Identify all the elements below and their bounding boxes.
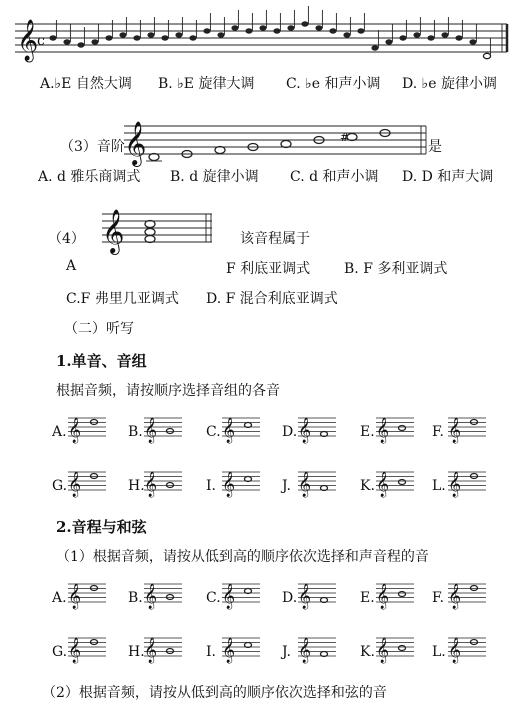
q4-option-c[interactable]: C.F 弗里几亚调式: [66, 291, 179, 307]
treble-clef-icon: 𝄞: [68, 584, 82, 609]
mini-staff[interactable]: [144, 578, 184, 610]
answer-option-p1b-5[interactable]: L.: [432, 478, 446, 494]
quarter-note-icon: [385, 39, 392, 44]
q3-prefix: （3）音阶: [60, 139, 125, 155]
quarter-note-icon: [315, 25, 322, 30]
whole-note-icon: [399, 480, 406, 485]
treble-clef-icon: 𝄞: [144, 584, 158, 609]
mini-staff[interactable]: [448, 412, 488, 444]
whole-note-icon: [167, 429, 174, 434]
whole-note-icon: [91, 420, 98, 425]
treble-clef-icon: 𝄞: [222, 472, 236, 497]
mini-staff[interactable]: [376, 578, 416, 610]
answer-option-p1b-4[interactable]: K.: [360, 478, 375, 494]
whole-note-icon: [145, 236, 155, 243]
quarter-note-icon: [175, 32, 182, 37]
answer-option-p1a-5[interactable]: F.: [432, 424, 444, 440]
quarter-note-icon: [399, 35, 406, 40]
q3-option-d[interactable]: D. D 和声大调: [402, 169, 494, 185]
mini-staff[interactable]: [144, 632, 184, 664]
mini-staff[interactable]: [376, 466, 416, 498]
answer-option-p2a-0[interactable]: A.: [52, 590, 67, 606]
answer-option-p1b-0[interactable]: G.: [52, 478, 68, 494]
q4-interval-staff: [102, 208, 214, 253]
whole-note-icon: [145, 229, 155, 236]
mini-staff[interactable]: [68, 578, 108, 610]
answer-option-p2a-2[interactable]: C.: [206, 590, 221, 606]
whole-note-icon: [91, 640, 98, 645]
q3-option-c[interactable]: C. d 和声小调: [290, 169, 379, 185]
whole-note-icon: [91, 474, 98, 479]
quarter-note-icon: [105, 35, 112, 40]
treble-clef-icon: 𝄞: [298, 418, 312, 443]
answer-option-p1b-1[interactable]: H.: [128, 478, 145, 494]
answer-option-p1a-4[interactable]: E.: [360, 424, 375, 440]
q4-option-d[interactable]: D. F 混合利底亚调式: [206, 291, 338, 307]
answer-option-p1b-3[interactable]: J.: [282, 478, 291, 494]
answer-option-p1a-2[interactable]: C.: [206, 424, 221, 440]
q4-suffix: 该音程属于: [240, 231, 310, 247]
mini-staff[interactable]: [448, 578, 488, 610]
whole-note-icon: [167, 483, 174, 488]
answer-option-p2b-4[interactable]: K.: [360, 644, 375, 660]
mini-staff[interactable]: [376, 632, 416, 664]
treble-clef-icon: 𝄞: [17, 20, 39, 61]
quarter-note-icon: [203, 28, 210, 33]
answer-option-p2b-5[interactable]: L.: [432, 644, 446, 660]
mini-staff[interactable]: [68, 412, 108, 444]
quarter-note-icon: [189, 35, 196, 40]
treble-clef-icon: 𝄞: [448, 638, 462, 663]
quarter-note-icon: [343, 32, 350, 37]
treble-clef-icon: 𝄞: [448, 472, 462, 497]
quarter-note-icon: [231, 25, 238, 30]
quarter-note-icon: [161, 35, 168, 40]
whole-note-icon: [471, 420, 478, 425]
quarter-note-icon: [413, 32, 420, 37]
mini-staff[interactable]: [68, 632, 108, 664]
treble-clef-icon: 𝄞: [448, 418, 462, 443]
melody-staff: [15, 18, 510, 63]
treble-clef-icon: 𝄞: [298, 584, 312, 609]
whole-note-icon: [215, 147, 225, 154]
treble-clef-icon: 𝄞: [68, 472, 82, 497]
quarter-note-icon: [441, 32, 448, 37]
treble-clef-icon: 𝄞: [222, 418, 236, 443]
quarter-note-icon: [329, 28, 336, 33]
whole-note-icon: [281, 141, 291, 148]
q3-scale-staff: [124, 120, 429, 165]
mini-staff[interactable]: [376, 412, 416, 444]
quarter-note-icon: [259, 25, 266, 30]
answer-option-p1b-2[interactable]: I.: [206, 478, 216, 494]
treble-clef-icon: 𝄞: [298, 472, 312, 497]
treble-clef-icon: 𝄞: [298, 638, 312, 663]
mini-staff[interactable]: [222, 632, 262, 664]
quarter-note-icon: [119, 32, 126, 37]
quarter-note-icon: [301, 21, 308, 26]
mini-staff[interactable]: [298, 412, 338, 444]
answer-option-p1a-3[interactable]: D.: [282, 424, 298, 440]
whole-note-icon: [167, 649, 174, 654]
mini-staff[interactable]: [298, 632, 338, 664]
answer-option-p2a-4[interactable]: E.: [360, 590, 375, 606]
answer-option-p2b-1[interactable]: H.: [128, 644, 145, 660]
q3-option-b[interactable]: B. d 旋律小调: [170, 169, 259, 185]
mini-staff[interactable]: [298, 578, 338, 610]
quarter-note-icon: [133, 35, 140, 40]
treble-clef-icon: 𝄞: [448, 584, 462, 609]
mini-staff[interactable]: [144, 466, 184, 498]
q2-option-a[interactable]: A.♭E 自然大调: [40, 76, 132, 92]
whole-note-icon: [145, 221, 155, 228]
mini-staff[interactable]: [298, 466, 338, 498]
whole-note-icon: [471, 640, 478, 645]
quarter-note-icon: [217, 32, 224, 37]
mini-staff[interactable]: [448, 632, 488, 664]
treble-clef-icon: 𝄞: [124, 121, 147, 165]
sharp-icon: #: [340, 131, 350, 144]
mini-staff[interactable]: [68, 466, 108, 498]
section-title: （二）听写: [64, 321, 134, 337]
quarter-note-icon: [245, 28, 252, 33]
quarter-note-icon: [147, 32, 154, 37]
treble-clef-icon: 𝄞: [222, 584, 236, 609]
answer-option-p2b-2[interactable]: I.: [206, 644, 216, 660]
whole-note-icon: [149, 154, 159, 161]
answer-option-p2a-5[interactable]: F.: [432, 590, 444, 606]
q2-option-c[interactable]: C. ♭e 和声小调: [286, 76, 381, 92]
part2-title: 2.音程与和弦: [56, 518, 147, 536]
q4-prefix: （4）: [48, 231, 85, 247]
treble-clef-icon: 𝄞: [144, 638, 158, 663]
treble-clef-icon: 𝄞: [376, 418, 390, 443]
mini-staff[interactable]: [222, 578, 262, 610]
q3-option-a[interactable]: A. d 雅乐商调式: [38, 169, 141, 185]
svg-text:c: c: [37, 33, 45, 49]
answer-option-p2a-1[interactable]: B.: [128, 590, 143, 606]
answer-option-p2b-0[interactable]: G.: [52, 644, 68, 660]
mini-staff[interactable]: [448, 466, 488, 498]
quarter-note-icon: [371, 45, 378, 50]
whole-note-icon: [91, 586, 98, 591]
part1-instruction: 根据音频，请按顺序选择音组的各音: [56, 383, 280, 399]
quarter-note-icon: [427, 35, 434, 40]
treble-clef-icon: 𝄞: [222, 638, 236, 663]
treble-clef-icon: 𝄞: [68, 418, 82, 443]
mini-staff[interactable]: [144, 412, 184, 444]
part2-instruction-2: （2）根据音频，请按从低到高的顺序依次选择和弦的音: [42, 685, 387, 701]
whole-note-icon: [399, 646, 406, 651]
q3-suffix: 是: [428, 139, 442, 155]
whole-note-icon: [471, 586, 478, 591]
quarter-note-icon: [357, 28, 364, 33]
answer-option-p2a-3[interactable]: D.: [282, 590, 298, 606]
treble-clef-icon: 𝄞: [376, 638, 390, 663]
treble-clef-icon: 𝄞: [376, 584, 390, 609]
quarter-note-icon: [49, 35, 56, 40]
quarter-note-icon: [77, 42, 84, 47]
treble-clef-icon: 𝄞: [144, 418, 158, 443]
quarter-note-icon: [469, 39, 476, 44]
quarter-note-icon: [63, 39, 70, 44]
q4-option-a[interactable]: A: [66, 258, 77, 274]
whole-note-icon: [399, 592, 406, 597]
whole-note-icon: [167, 595, 174, 600]
answer-option-p2b-3[interactable]: J.: [282, 644, 291, 660]
mini-staff[interactable]: [222, 466, 262, 498]
treble-clef-icon: 𝄞: [68, 638, 82, 663]
q4-option-a-text[interactable]: F 利底亚调式: [226, 261, 311, 277]
quarter-note-icon: [483, 53, 490, 58]
quarter-note-icon: [91, 39, 98, 44]
quarter-note-icon: [287, 25, 294, 30]
whole-note-icon: [399, 426, 406, 431]
answer-option-p1a-0[interactable]: A.: [52, 424, 67, 440]
quarter-note-icon: [273, 28, 280, 33]
part2-instruction: （1）根据音频，请按从低到高的顺序依次选择和声音程的音: [56, 549, 429, 565]
q2-option-b[interactable]: B. ♭E 旋律大调: [158, 76, 255, 92]
quarter-note-icon: [455, 35, 462, 40]
q4-option-b[interactable]: B. F 多利亚调式: [344, 261, 448, 277]
whole-note-icon: [471, 474, 478, 479]
q2-option-d[interactable]: D. ♭e 旋律小调: [402, 76, 497, 92]
answer-option-p1a-1[interactable]: B.: [128, 424, 143, 440]
treble-clef-icon: 𝄞: [144, 472, 158, 497]
treble-clef-icon: 𝄞: [102, 209, 125, 253]
mini-staff[interactable]: [222, 412, 262, 444]
treble-clef-icon: 𝄞: [376, 472, 390, 497]
part1-title: 1.单音、音组: [56, 352, 147, 370]
